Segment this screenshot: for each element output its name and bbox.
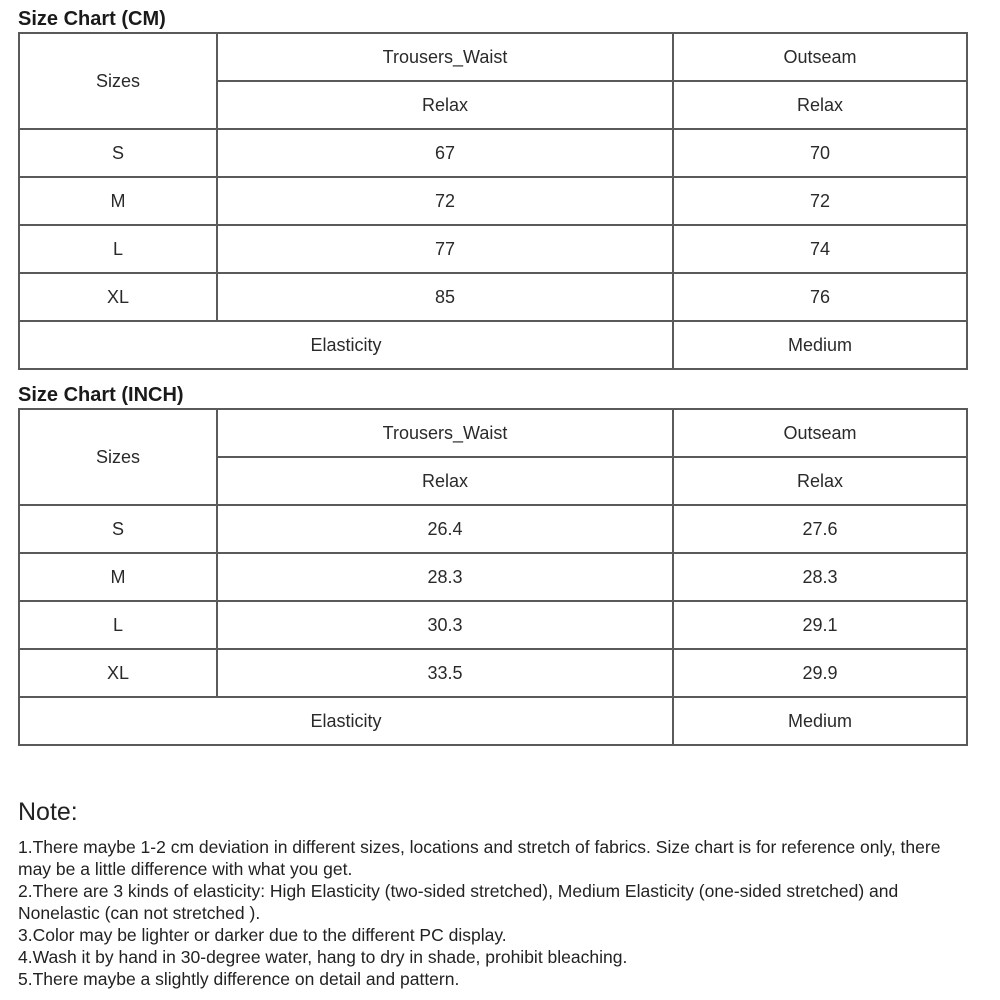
waist-cell: 33.5 — [217, 649, 673, 697]
size-cell: XL — [19, 273, 217, 321]
outseam-cell: 29.9 — [673, 649, 967, 697]
table-row — [19, 553, 967, 601]
table-row — [19, 649, 967, 697]
waist-cell: 30.3 — [217, 601, 673, 649]
outseam-cell: 27.6 — [673, 505, 967, 553]
sizes-header: Sizes — [19, 33, 217, 129]
outseam-subheader: Relax — [673, 81, 967, 129]
outseam-cell: 28.3 — [673, 553, 967, 601]
table-row — [19, 129, 967, 177]
table-row — [19, 225, 967, 273]
size-chart-cm-title: Size Chart (CM) — [18, 8, 166, 30]
outseam-subheader: Relax — [673, 457, 967, 505]
note-item: 5.There maybe a slightly difference on detail and pattern. — [18, 969, 460, 989]
note-list — [18, 836, 978, 990]
size-cell: M — [19, 553, 217, 601]
size-chart-inch-table — [18, 408, 968, 746]
outseam-cell: 72 — [673, 177, 967, 225]
waist-cell: 67 — [217, 129, 673, 177]
table-row — [19, 505, 967, 553]
outseam-cell: 70 — [673, 129, 967, 177]
waist-cell: 72 — [217, 177, 673, 225]
size-chart-inch-title: Size Chart (INCH) — [18, 384, 184, 406]
table-row — [19, 177, 967, 225]
elasticity-label: Elasticity — [19, 697, 673, 745]
elasticity-value: Medium — [673, 321, 967, 369]
note-item: 1.There maybe 1-2 cm deviation in different sizes, locations and stretch of fabrics. Size chart is for reference only, there may be a little difference with what you get. — [18, 837, 941, 879]
outseam-cell: 74 — [673, 225, 967, 273]
table-header-row — [19, 33, 967, 81]
note-item: 3.Color may be lighter or darker due to the different PC display. — [18, 925, 507, 945]
size-cell: S — [19, 129, 217, 177]
waist-subheader: Relax — [217, 457, 673, 505]
waist-cell: 77 — [217, 225, 673, 273]
size-cell: S — [19, 505, 217, 553]
waist-cell: 28.3 — [217, 553, 673, 601]
size-cell: L — [19, 601, 217, 649]
note-item: 2.There are 3 kinds of elasticity: High Elasticity (two-sided stretched), Medium Elasticity (one-sided stretched) and Nonelastic (can not stretched ). — [18, 881, 899, 923]
elasticity-row — [19, 321, 967, 369]
waist-subheader: Relax — [217, 81, 673, 129]
elasticity-label: Elasticity — [19, 321, 673, 369]
waist-cell: 26.4 — [217, 505, 673, 553]
table-row — [19, 601, 967, 649]
size-cell: L — [19, 225, 217, 273]
waist-header: Trousers_Waist — [217, 33, 673, 81]
outseam-header: Outseam — [673, 33, 967, 81]
table-row — [19, 273, 967, 321]
waist-cell: 85 — [217, 273, 673, 321]
waist-header: Trousers_Waist — [217, 409, 673, 457]
note-title: Note: — [18, 798, 78, 826]
note-item: 4.Wash it by hand in 30-degree water, hang to dry in shade, prohibit bleaching. — [18, 947, 628, 967]
outseam-header: Outseam — [673, 409, 967, 457]
size-chart-cm-table — [18, 32, 968, 370]
outseam-cell: 29.1 — [673, 601, 967, 649]
outseam-cell: 76 — [673, 273, 967, 321]
table-header-row — [19, 409, 967, 457]
size-cell: XL — [19, 649, 217, 697]
elasticity-row — [19, 697, 967, 745]
sizes-header: Sizes — [19, 409, 217, 505]
elasticity-value: Medium — [673, 697, 967, 745]
size-cell: M — [19, 177, 217, 225]
